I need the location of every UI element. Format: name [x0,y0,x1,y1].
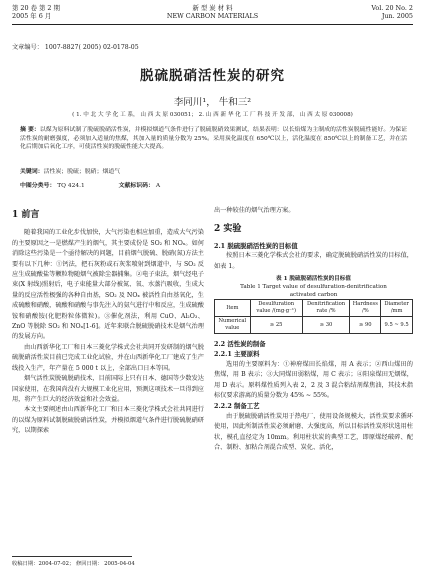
footnote [12,556,413,567]
table-cell: ≥ 90 [350,317,381,334]
header-right [371,4,413,20]
subsection-2-1-heading: 2.1 脱硫脱硝活性炭的目标值 [214,241,298,250]
table-1-caption-en-1: Table 1 Target value of desulfuration-denitrification [240,284,387,291]
clc-label: 中图分类号： [20,182,56,189]
date-cn: 2005 年 6 月 [12,12,52,20]
section-1-heading: 1 前言 [12,210,40,220]
table-1-grid [214,299,413,334]
keywords-label: 关键词： [20,168,44,175]
table-cell: ≥ 25 [250,317,302,334]
classification [20,180,407,189]
subsection-2-2-1-heading: 2.2.1 主要原料 [214,350,260,359]
table-header-cell: Item [215,300,251,317]
abstract-text: 以煤为原料试制了脱硫脱硝活性炭，并模拟烟道气条件进行了脱硫脱硝效果测试，结果表明：以长焰煤为主制成的活性炭脱硫性能好。为保证活性炭的耐磨强度，必须加入适量的焦煤，其加入量的质量分数为 25%。采用炭化温度在 650℃以上，活化温度在 850℃以上的制备工艺，并在活化后期加后氧化工序，可使活性炭的脱硫性能大大提高。 [20,127,407,150]
abstract-label: 摘 要： [20,126,40,133]
intro-paragraph-2: 由山西新华化工厂和日本三菱化学株式会社共同开发研制的烟气脱硫脱硝活性炭目前已完成工业化试验，并在山西新华化工厂建成了生产线投入生产，年产量在 5 000 t 以上，全部出口日本等国。 [12,343,204,372]
clc-code: TQ 424.1 [57,183,85,189]
affiliations: ( 1. 中 北 大 学 化 工 系， 山 西 太 原 030051； 2. 山 西 新 华 化 工 厂 科 技 开 发 部， 山 西 太 原 030008) [72,112,353,118]
continuation-text: 出一种较佳的烟气治理方案。 [214,207,295,214]
table-1-caption-en-2: activated carbon [289,292,338,299]
journal-en: NEW CARBON MATERIALS [166,12,259,20]
table-header-cell: Diameter /mm [381,300,413,317]
intro-paragraph-3: 烟气活性炭脱硫脱硝技术，目前国际上只有日本、德国等少数发达国家使用，在我国尚没有大规模工业化应用，预测这项技术一旦得到应用，将产生巨大的经济效益和社会效益。 [12,375,204,403]
intro-paragraph-4: 本文主要阐述由山西新华化工厂和日本三菱化学株式会社共同进行的以煤为原料试制脱硫脱硝活性炭，并模拟烟道气条件进行脱硫脱硝研究，以期探索 [12,406,204,435]
clc-group [20,183,101,189]
footnote-rule [12,556,132,557]
doc-code: A [155,183,161,189]
running-header [12,4,413,26]
section-2-heading: 2 实验 [214,224,242,235]
paper-title: 脱硫脱硝活性炭的研究 [140,68,285,84]
subsection-2-1-text: 按照日本三菱化学株式会社的要求，确定脱硫脱硝活性炭的目标值，如表 1。 [214,252,413,270]
doc-code-label: 文献标识码： [118,182,154,189]
right-column [214,206,413,454]
table-1 [214,275,413,334]
volume-cn: 第 20 卷 第 2 期 [12,4,60,12]
date-en: Jun. 2005 [381,12,413,20]
table-cell: Numerical value [215,317,251,334]
volume-en: Vol. 20 No. 2 [371,4,413,12]
subsection-2-2-2-heading: 2.2.2 制备工艺 [214,402,260,411]
authors: 李同川¹， 牛和三² [173,97,252,108]
table-header-cell: Hardness /% [350,300,381,317]
subsection-2-2-1-text: 选用的主要原料为：①神府煤田长焰煤，用 A 表示；②西山煤田的焦煤，用 B 表示；③大同煤田弱粘煤，用 C 表示；④阳泉煤田无烟煤，用 D 表示。原料煤性质列入表 2，2 及 3 混合粘结剂煤焦油，其技术指标仅要求游离的质量分数为 45% ~ 55%。 [214,360,413,400]
keywords-text: 活性炭；脱硫；脱硝；烟道气 [43,169,121,175]
received-date: 收稿日期：2004-07-02； 修回日期： 2005-04-04 [12,561,135,567]
journal-cn: 新 型 炭 材 料 [192,4,233,12]
intro-paragraph-1: 随着我国的工业化步伐加快，大气污染也相应加重，造成大气污染的主要原因之一是燃煤产生的烟气，其主要成份是 SO₂ 和 NOₓ。如何消除这些污染是一个亟待解决的问题，目前烟气脱硫、脱硝(氮)方法主要有以下几种：①钙法，把石灰粉或石灰浆喷射到烟道中，与 SO₂ 反应生成硫酸盐等颗粒物随烟气被除尘器捕集。②电子束法，烟气经电子束(X 射线)照射后，电子束能量大部分被氮、氧、水蒸汽吸收，生成大量的反应活性极强的各种自由基，SO₂ 及 NOₓ 被活性自由基氧化，生成硫酸和硝酸，硫酸和硝酸与事先注入的氨气进行中和反应，生成硫酸铵和硝酸铵(化肥粉粒体微粒)。③催化剂法，利用 CuO、Al₂O₃、ZnO 等脱除 SO₂ 和 NOₓ[1-6]。近年来联合脱硫脱硝技术是烟气治理的发展方向。 [12,229,204,341]
table-1-caption-cn: 表 1 脱硫脱硝活性炭的目标值 [276,276,351,283]
table-header-cell: Denitrification rate /% [302,300,350,317]
doc-group [119,183,176,189]
table-cell: ≥ 30 [302,317,350,334]
subsection-2-2-2-text: 由于脱硫脱硝活性炭用于热电厂，使用设备规模大，活性炭要求循环使用，因此所制活性炭必须耐磨、大强度高，所以目标活性炭形状选用柱状，模孔直径定为 10mm。利用柱状炭的典型工艺，即原煤经破碎、配合、制粉、加粘合剂混合成型、炭化、活化， [214,412,413,452]
header-center [12,4,413,20]
table-row [215,317,413,334]
left-column [12,206,204,437]
keywords [20,168,407,176]
subsection-2-2-heading: 2.2 活性炭的制备 [214,340,266,349]
table-header-row [215,300,413,317]
table-header-cell: Desulfuration value /(mg·g⁻¹) [250,300,302,317]
article-number: 文章编号： 1007-8827( 2005) 02-0178-05 [12,44,139,51]
header-rule [12,24,413,25]
abstract [20,126,407,152]
table-cell: 9.5 ~ 9.5 [381,317,413,334]
